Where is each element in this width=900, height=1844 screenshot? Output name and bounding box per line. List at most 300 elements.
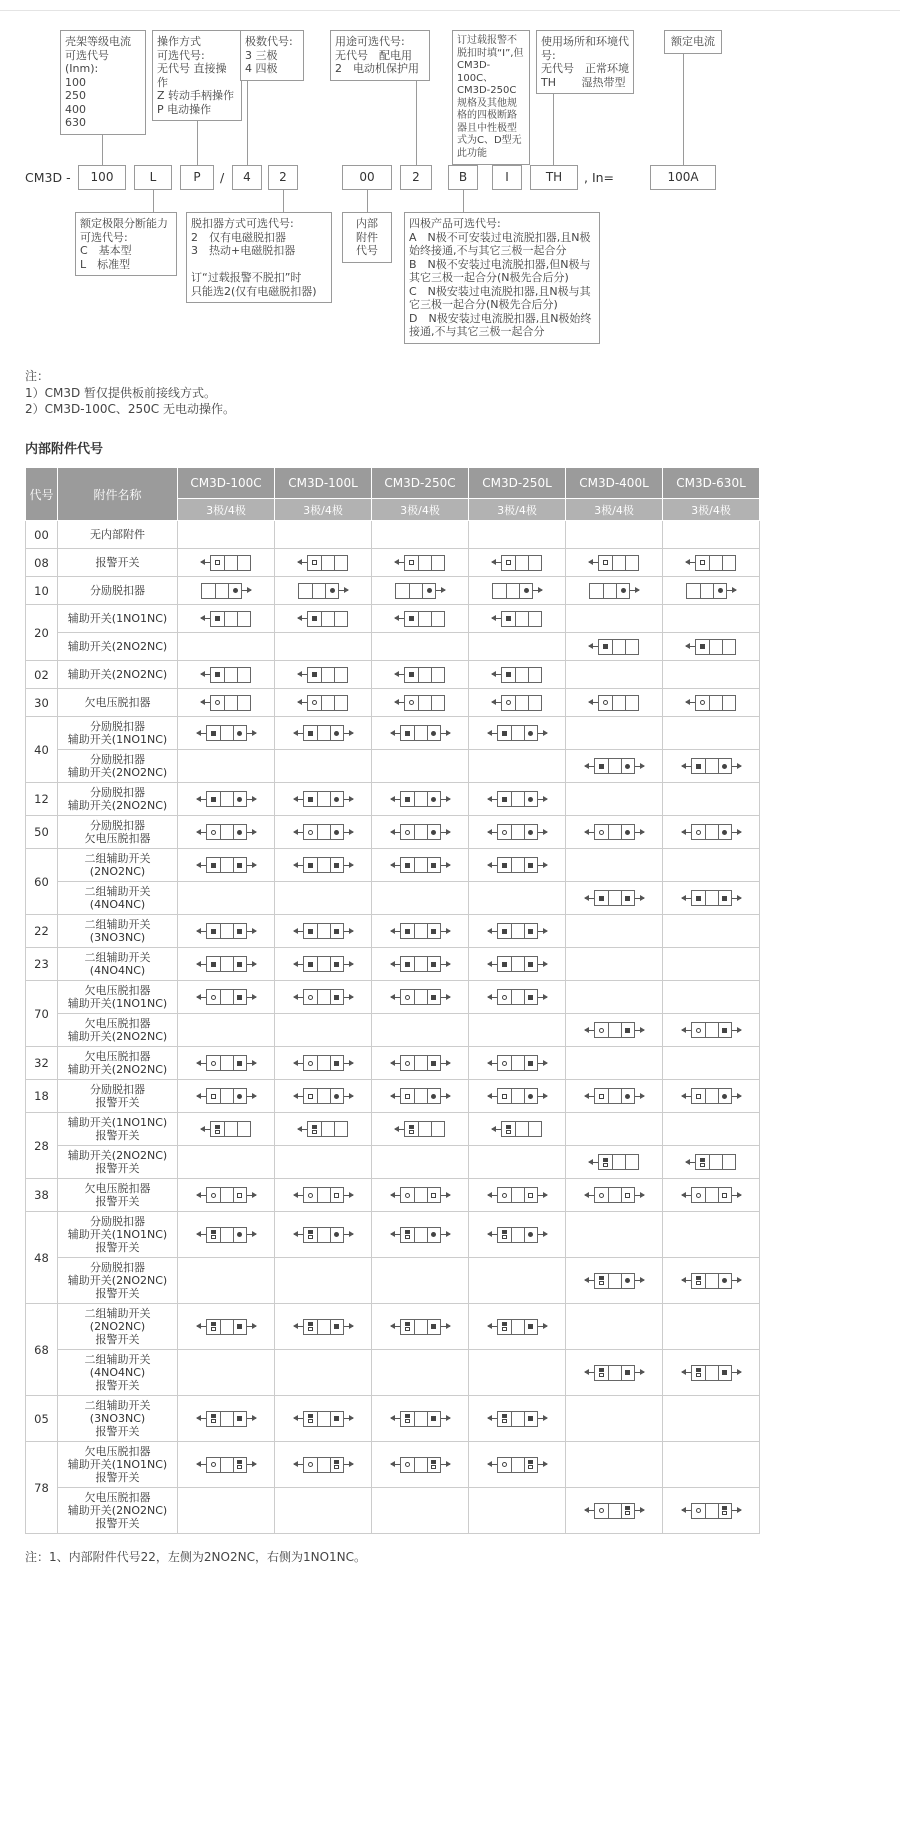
compartment [595, 1366, 608, 1380]
arrow-left-icon [488, 1464, 497, 1465]
compartment [718, 1366, 731, 1380]
aux-contact-symbol [603, 1158, 608, 1162]
arrow-left-icon [391, 931, 400, 932]
table-row [26, 915, 760, 948]
compartment [317, 990, 330, 1004]
compartment [718, 1274, 731, 1288]
availability-cell [566, 816, 663, 849]
compartment [696, 640, 709, 654]
availability-cell [566, 1080, 663, 1113]
availability-cell [663, 783, 760, 816]
contact-symbol [237, 929, 242, 934]
arrow-left-icon [201, 674, 210, 675]
compartment [718, 825, 731, 839]
undervoltage_aux_alarm-icon [294, 1457, 353, 1473]
arrow-left-icon [686, 1162, 695, 1163]
availability-cell [566, 948, 663, 981]
compartment [304, 1089, 317, 1103]
accessory-name: 欠电压脱扣器 [58, 689, 178, 717]
availability-cell [372, 521, 469, 549]
stacked-symbols [528, 1460, 533, 1469]
shunt_alarm-icon [294, 1088, 353, 1104]
contact-symbol [405, 929, 410, 934]
availability-cell [469, 549, 566, 577]
compartment [233, 1056, 246, 1070]
availability-cell [566, 1146, 663, 1179]
availability-cell [469, 1113, 566, 1146]
availability-cell [275, 981, 372, 1014]
compartment [220, 858, 233, 872]
availability-cell [178, 981, 275, 1014]
compartment [233, 990, 246, 1004]
contact-symbol [312, 560, 317, 565]
contact-symbol [528, 1061, 533, 1066]
compartment [524, 726, 537, 740]
table-row [26, 605, 760, 633]
availability-cell [275, 1396, 372, 1442]
accessory-unit [501, 555, 542, 571]
compartment [207, 924, 220, 938]
compartment [705, 1089, 718, 1103]
shunt_undervoltage-icon [391, 824, 450, 840]
availability-cell [178, 948, 275, 981]
dual_aux_alarm-icon [585, 1365, 644, 1381]
arrow-right-icon [344, 1418, 353, 1419]
alarm-icon [201, 555, 251, 571]
arrow-left-icon [391, 964, 400, 965]
arrow-right-icon [441, 799, 450, 800]
accessory-unit [298, 583, 339, 599]
availability-cell [566, 1350, 663, 1396]
dual_aux-icon [488, 923, 547, 939]
arrow-left-icon [298, 702, 307, 703]
compartment [603, 584, 616, 598]
undervoltage-icon [298, 695, 348, 711]
availability-cell [663, 521, 760, 549]
arrow-right-icon [538, 1195, 547, 1196]
arrow-right-icon [247, 832, 256, 833]
accessory-unit [400, 824, 441, 840]
compartment [524, 858, 537, 872]
availability-cell [178, 1179, 275, 1212]
arrow-right-icon [247, 1418, 256, 1419]
accessory-unit [404, 611, 445, 627]
compartment [414, 858, 427, 872]
availability-cell [372, 689, 469, 717]
compartment [308, 668, 321, 682]
aux-contact-symbol [625, 1506, 630, 1510]
compartment [304, 1412, 317, 1426]
compartment [506, 584, 519, 598]
table-row [26, 577, 760, 605]
availability-cell [566, 605, 663, 633]
compartment [233, 1089, 246, 1103]
contact-symbol [237, 1061, 242, 1066]
arrow-right-icon [441, 997, 450, 998]
compartment [299, 584, 312, 598]
accessory-unit [497, 791, 538, 807]
arrow-right-icon [344, 931, 353, 932]
compartment [220, 1458, 233, 1472]
arrow-left-icon [585, 1195, 594, 1196]
accessory-name: 分励脱扣器 辅助开关(2NO2NC) [58, 783, 178, 816]
table-row [26, 717, 760, 750]
operation-mode-box: 操作方式 可选代号: 无代号 直接操作 Z 转动手柄操作 P 电动操作 [152, 30, 242, 121]
contact-symbol [334, 1416, 339, 1421]
undervoltage-icon [686, 695, 736, 711]
alarm-contact-symbol [405, 1235, 410, 1239]
availability-cell [275, 915, 372, 948]
aux-contact-symbol [700, 1158, 705, 1162]
compartment [334, 556, 347, 570]
accessory-unit [400, 857, 441, 873]
compartment [625, 556, 638, 570]
compartment [427, 1412, 440, 1426]
availability-cell [566, 717, 663, 750]
accessory-unit [497, 1088, 538, 1104]
compartment [312, 584, 325, 598]
arrow-left-icon [488, 931, 497, 932]
contact-symbol [603, 560, 608, 565]
accessory-unit [594, 1503, 635, 1519]
table-row [26, 750, 760, 783]
contact-symbol [211, 929, 216, 934]
compartment [519, 584, 532, 598]
alarm-contact-symbol [599, 1281, 604, 1285]
compartment [304, 1228, 317, 1242]
arrow-left-icon [488, 799, 497, 800]
compartment [608, 1188, 621, 1202]
availability-cell [469, 849, 566, 882]
contact-symbol [621, 588, 626, 593]
arrow-right-icon [538, 1096, 547, 1097]
compartment [524, 1320, 537, 1334]
accessory-unit [492, 583, 533, 599]
compartment [692, 825, 705, 839]
compartment [511, 1458, 524, 1472]
dual_aux_alarm-icon [682, 1365, 741, 1381]
availability-cell [372, 1014, 469, 1047]
availability-cell [566, 1212, 663, 1258]
contact-symbol [528, 830, 533, 835]
arrow-right-icon [441, 1063, 450, 1064]
accessory-unit [695, 1154, 736, 1170]
arrow-left-icon [682, 898, 691, 899]
arrow-right-icon [344, 1195, 353, 1196]
contact-symbol [722, 1278, 727, 1283]
availability-cell [275, 717, 372, 750]
compartment [334, 668, 347, 682]
compartment [220, 990, 233, 1004]
accessory-unit [589, 583, 630, 599]
compartment [207, 726, 220, 740]
compartment [233, 1320, 246, 1334]
compartment [511, 726, 524, 740]
undervoltage_alarm-icon [391, 1187, 450, 1203]
pole-count-subheader: 3极/4极 [178, 499, 275, 521]
aux-contact-symbol [405, 1414, 410, 1418]
dual_aux-icon [294, 923, 353, 939]
arrow-left-icon [686, 702, 695, 703]
aux-contact-symbol [502, 1322, 507, 1326]
alarm-contact-symbol [502, 1327, 507, 1331]
compartment [528, 1122, 541, 1136]
accessory-unit [501, 611, 542, 627]
contact-symbol [334, 929, 339, 934]
compartment [220, 1188, 233, 1202]
compartment [220, 1089, 233, 1103]
availability-cell [566, 882, 663, 915]
aux-contact-symbol [308, 1414, 313, 1418]
compartment [414, 957, 427, 971]
accessory-unit [691, 824, 732, 840]
table-row [26, 981, 760, 1014]
contact-symbol [211, 863, 216, 868]
arrow-left-icon [294, 1096, 303, 1097]
availability-cell [178, 689, 275, 717]
contact-symbol [431, 1232, 436, 1237]
accessory-unit [400, 1187, 441, 1203]
compartment [418, 612, 431, 626]
arrow-left-icon [294, 1464, 303, 1465]
undervoltage_aux-icon [585, 1022, 644, 1038]
compartment [330, 792, 343, 806]
accessory-code: 78 [26, 1442, 58, 1534]
accessory-unit [303, 857, 344, 873]
arrow-left-icon [201, 562, 210, 563]
compartment [692, 891, 705, 905]
accessory-unit [594, 1273, 635, 1289]
accessory-code: 05 [26, 1396, 58, 1442]
table-row [26, 1146, 760, 1179]
availability-cell [469, 1212, 566, 1258]
compartment [233, 858, 246, 872]
arrow-right-icon [538, 964, 547, 965]
contact-symbol [334, 1193, 339, 1198]
compartment [401, 1188, 414, 1202]
compartment [422, 584, 435, 598]
availability-cell [469, 633, 566, 661]
arrow-right-icon [247, 865, 256, 866]
availability-cell [663, 981, 760, 1014]
arrow-left-icon [294, 832, 303, 833]
compartment [595, 1089, 608, 1103]
compartment [515, 612, 528, 626]
compartment [220, 957, 233, 971]
availability-cell [663, 1212, 760, 1258]
availability-cell [178, 1146, 275, 1179]
availability-cell [178, 1488, 275, 1534]
alarm-contact-symbol [696, 1373, 701, 1377]
compartment [498, 1188, 511, 1202]
arrow-right-icon [538, 733, 547, 734]
stacked-symbols [722, 1506, 727, 1515]
model-designation-diagram [0, 0, 900, 432]
compartment [224, 1122, 237, 1136]
availability-cell [178, 783, 275, 816]
compartment [493, 584, 506, 598]
arrow-right-icon [732, 1510, 741, 1511]
compartment [414, 726, 427, 740]
accessory-unit [303, 1227, 344, 1243]
compartment [427, 825, 440, 839]
arrow-left-icon [492, 674, 501, 675]
compartment [237, 556, 250, 570]
availability-cell [178, 882, 275, 915]
availability-cell [469, 1304, 566, 1350]
compartment [321, 668, 334, 682]
arrow-left-icon [492, 562, 501, 563]
arrow-left-icon [488, 1063, 497, 1064]
availability-cell [178, 1258, 275, 1304]
accessory-name: 辅助开关(2NO2NC) [58, 633, 178, 661]
table-row [26, 783, 760, 816]
arrow-right-icon [344, 1096, 353, 1097]
alarm-contact-symbol [211, 1235, 216, 1239]
arrow-right-icon [247, 1195, 256, 1196]
compartment [414, 825, 427, 839]
dual_aux_alarm-icon [391, 1411, 450, 1427]
undervoltage_aux_alarm-icon [682, 1503, 741, 1519]
contact-symbol [237, 731, 242, 736]
frame-current-box: 壳架等级电流 可选代号(Inm): 100 250 400 630 [60, 30, 146, 135]
contact-symbol [405, 1462, 410, 1467]
arrow-right-icon [339, 590, 348, 591]
compartment [498, 792, 511, 806]
compartment [330, 1089, 343, 1103]
compartment [431, 1122, 444, 1136]
pole-count-subheader: 3极/4极 [372, 499, 469, 521]
contact-symbol [237, 995, 242, 1000]
availability-cell [275, 750, 372, 783]
arrow-left-icon [488, 997, 497, 998]
accessory-unit [497, 824, 538, 840]
contact-symbol [312, 616, 317, 621]
dual_aux-icon [391, 923, 450, 939]
compartment [233, 1458, 246, 1472]
alarm-contact-symbol [308, 1419, 313, 1423]
availability-cell [372, 1442, 469, 1488]
compartment [511, 990, 524, 1004]
accessory-name: 欠电压脱扣器 辅助开关(1NO1NC) [58, 981, 178, 1014]
compartment [595, 1504, 608, 1518]
accessory-unit [497, 725, 538, 741]
compartment [524, 1412, 537, 1426]
contact-symbol [211, 1462, 216, 1467]
accessory-name: 分励脱扣器 辅助开关(2NO2NC) 报警开关 [58, 1258, 178, 1304]
stacked-symbols [409, 1125, 414, 1134]
availability-cell [663, 549, 760, 577]
shunt_aux-icon [391, 725, 450, 741]
arrow-left-icon [197, 1063, 206, 1064]
compartment [418, 1122, 431, 1136]
availability-cell [275, 689, 372, 717]
accessory-unit [598, 695, 639, 711]
compartment [207, 990, 220, 1004]
shunt_alarm-icon [488, 1088, 547, 1104]
compartment [317, 1458, 330, 1472]
availability-cell [372, 1304, 469, 1350]
accessory-name: 二组辅助开关 (2NO2NC) 报警开关 [58, 1304, 178, 1350]
arrow-left-icon [197, 865, 206, 866]
compartment [621, 891, 634, 905]
compartment [401, 858, 414, 872]
arrow-right-icon [533, 590, 542, 591]
dual_aux_alarm-icon [488, 1411, 547, 1427]
stacked-symbols [506, 1125, 511, 1134]
arrow-right-icon [247, 799, 256, 800]
aux-contact-symbol [502, 1230, 507, 1234]
contact-symbol [431, 1416, 436, 1421]
accessory-unit [404, 555, 445, 571]
arrow-left-icon [294, 1063, 303, 1064]
availability-cell [566, 1113, 663, 1146]
arrow-right-icon [630, 590, 639, 591]
compartment [207, 858, 220, 872]
arrow-right-icon [538, 1464, 547, 1465]
accessory-unit [594, 890, 635, 906]
accessory-code: 32 [26, 1047, 58, 1080]
arrow-left-icon [682, 1195, 691, 1196]
accessory-code: 48 [26, 1212, 58, 1304]
accessory-unit [201, 583, 242, 599]
accessory-code: 10 [26, 577, 58, 605]
compartment [705, 1504, 718, 1518]
compartment [692, 1274, 705, 1288]
availability-cell [372, 1179, 469, 1212]
contact-symbol [237, 797, 242, 802]
compartment [414, 1228, 427, 1242]
compartment [207, 1412, 220, 1426]
aux-contact-symbol [696, 1368, 701, 1372]
contact-symbol [431, 863, 436, 868]
availability-cell [663, 1146, 760, 1179]
availability-cell [372, 717, 469, 750]
contact-symbol [215, 560, 220, 565]
arrow-left-icon [585, 1280, 594, 1281]
aux_alarm-icon [201, 1121, 251, 1137]
alarm-contact-symbol [700, 1163, 705, 1167]
contact-symbol [409, 616, 414, 621]
arrow-left-icon [492, 1129, 501, 1130]
arrow-left-icon [391, 832, 400, 833]
compartment [211, 556, 224, 570]
accessory-unit [307, 555, 348, 571]
shunt_aux-icon [391, 791, 450, 807]
aux-icon [298, 667, 348, 683]
compartment [524, 1056, 537, 1070]
contact-symbol [599, 1028, 604, 1033]
arrow-left-icon [298, 618, 307, 619]
availability-cell [469, 981, 566, 1014]
arrow-right-icon [732, 766, 741, 767]
contact-symbol [502, 1061, 507, 1066]
dual_aux-icon [682, 890, 741, 906]
alarm-contact-symbol [211, 1327, 216, 1331]
undervoltage_aux-icon [682, 1022, 741, 1038]
aux-icon [298, 611, 348, 627]
aux_alarm-icon [298, 1121, 348, 1137]
arrow-right-icon [441, 1326, 450, 1327]
contact-symbol [502, 1094, 507, 1099]
compartment [722, 696, 735, 710]
arrow-right-icon [247, 1063, 256, 1064]
availability-cell [178, 633, 275, 661]
compartment [427, 924, 440, 938]
arrow-left-icon [488, 832, 497, 833]
accessory-unit [594, 1022, 635, 1038]
contact-symbol [405, 797, 410, 802]
